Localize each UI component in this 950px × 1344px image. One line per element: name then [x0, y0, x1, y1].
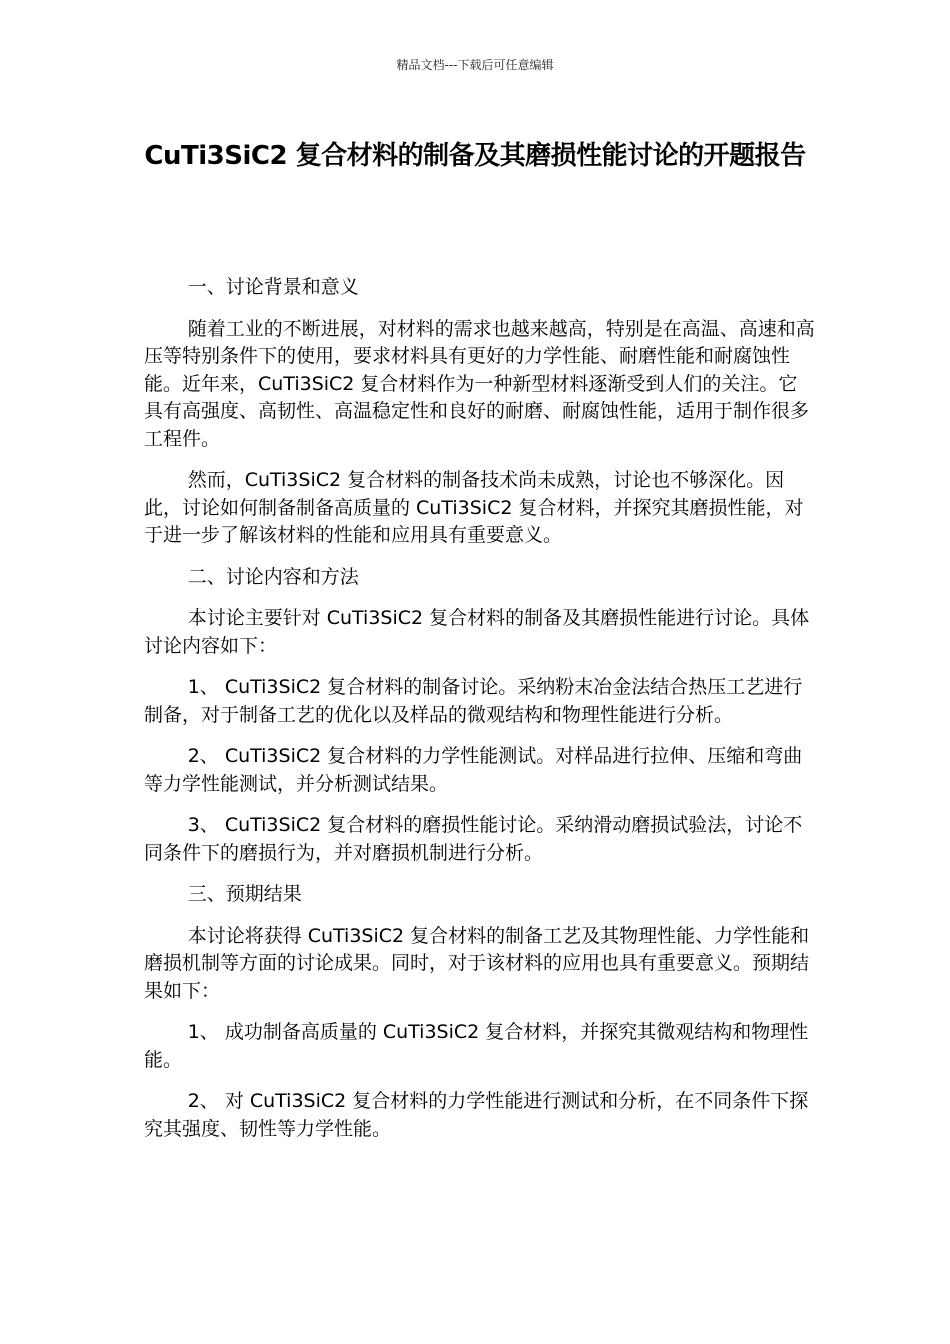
list-item: 3、 CuTi3SiC2 复合材料的磨损性能讨论。采纳滑动磨损试验法，讨论不同条件下的磨损行为，并对磨损机制进行分析。 [144, 814, 803, 864]
list-item: 1、 CuTi3SiC2 复合材料的制备讨论。采纳粉末冶金法结合热压工艺进行制备，对于制备工艺的优化以及样品的微观结构和物理性能进行分析。 [144, 676, 803, 726]
section-heading-background: 一、讨论背景和意义 [187, 276, 359, 298]
section-heading-results: 三、预期结果 [187, 883, 302, 905]
paragraph: 本讨论主要针对 CuTi3SiC2 复合材料的制备及其磨损性能进行讨论。具体讨论内容如下： [144, 607, 810, 657]
document-body [144, 274, 816, 1157]
list-item: 2、 CuTi3SiC2 复合材料的力学性能测试。对样品进行拉伸、压缩和弯曲等力学性能测试，并分析测试结果。 [144, 745, 803, 795]
page-header: 精品文档---下载后可任意编辑 [396, 58, 554, 72]
paragraph: 然而，CuTi3SiC2 复合材料的制备技术尚未成熟，讨论也不够深化。因此，讨论如何制备制备高质量的 CuTi3SiC2 复合材料，并探究其磨损性能，对于进一步了解该材料的性能和应用具有重要意义。 [144, 469, 804, 546]
paragraph: 本讨论将获得 CuTi3SiC2 复合材料的制备工艺及其物理性能、力学性能和磨损机制等方面的讨论成果。同时，对于该材料的应用也具有重要意义。预期结果如下： [144, 924, 810, 1002]
paragraph: 随着工业的不断进展，对材料的需求也越来越高，特别是在高温、高速和高压等特别条件下的使用，要求材料具有更好的力学性能、耐磨性能和耐腐蚀性能。近年来，CuTi3SiC2 复合材料作为一种新型材料逐渐受到人们的关注。它具有高强度、高韧性、高温稳定性和良好的耐磨、耐腐蚀性能，适用于制作很多工程件。 [144, 317, 815, 450]
list-item: 1、 成功制备高质量的 CuTi3SiC2 复合材料，并探究其微观结构和物理性能。 [144, 1021, 809, 1071]
list-item: 2、 对 CuTi3SiC2 复合材料的力学性能进行测试和分析，在不同条件下探究其强度、韧性等力学性能。 [144, 1090, 809, 1140]
document-title: CuTi3SiC2 复合材料的制备及其磨损性能讨论的开题报告 [144, 141, 806, 171]
section-heading-methods: 二、讨论内容和方法 [187, 565, 359, 588]
